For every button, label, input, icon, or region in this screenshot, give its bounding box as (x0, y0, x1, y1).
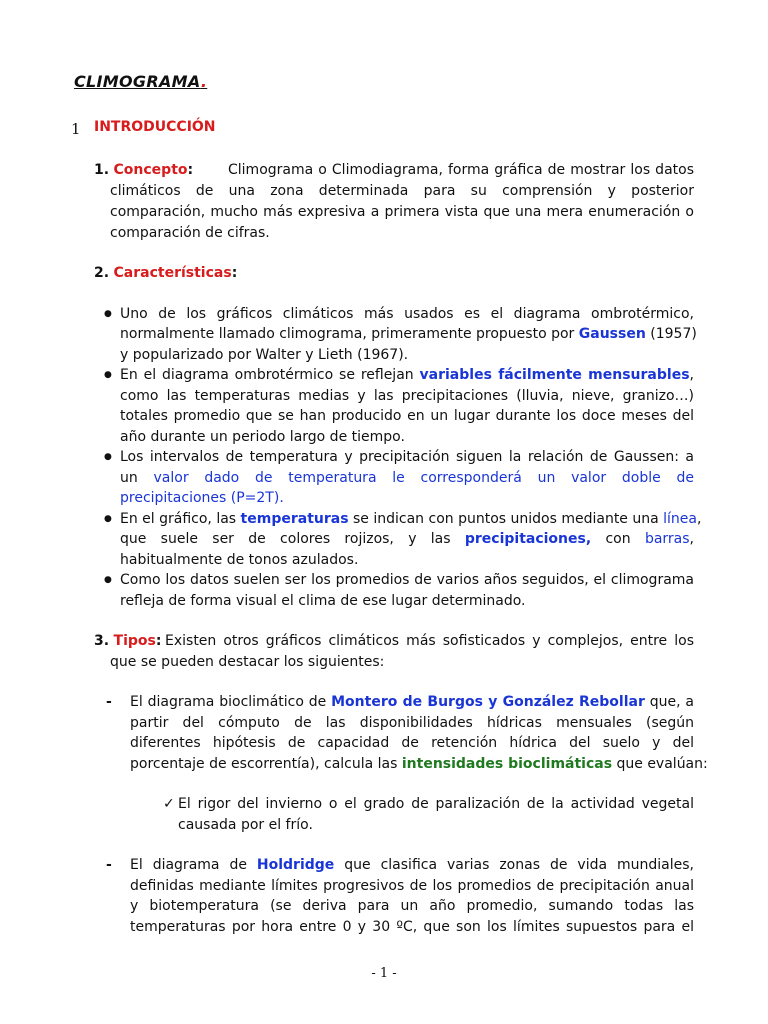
d2-line1: El diagrama de Holdridge que clasifica varias zonas de vida mundiales, (130, 857, 694, 873)
b5-line1: Como los datos suelen ser los promedios de varios años seguidos, el climograma (120, 572, 694, 588)
page-number: - 1 - (371, 966, 397, 981)
b5-line2: refleja de forma visual el clima de ese lugar determinado. (120, 593, 526, 609)
b4-line1: En el gráfico, las temperaturas se indican con puntos unidos mediante una línea, (120, 511, 702, 527)
check-line2: causada por el frío. (178, 817, 313, 833)
b3-line3: precipitaciones (P=2T). (120, 490, 284, 506)
b3-line2: un valor dado de temperatura le corresponderá un valor doble de (120, 470, 694, 486)
item1-line2: climáticos de una zona determinada para su comprensión y posterior (110, 183, 694, 199)
d2-line3: y biotemperatura (se deriva para un año promedio, sumando todas las (130, 898, 694, 914)
b4-line2: que suele ser de colores rojizos, y las precipitaciones, con barras, (120, 531, 694, 547)
b1-line2: normalmente llamado climograma, primeramente propuesto por Gaussen (1957) (120, 326, 697, 342)
d2-line4: temperaturas por hora entre 0 y 30 ºC, que son los límites supuestos para el (130, 919, 694, 935)
item1-line3: comparación, mucho más expresiva a primera vista que una mera enumeración o (110, 204, 694, 220)
d1-line2: partir del cómputo de las disponibilidades hídricas mensuales (según (130, 715, 694, 731)
section-title: INTRODUCCIÓN (94, 119, 216, 135)
d2-line2: definidas mediante límites progresivos de los promedios de precipitación anual (130, 878, 694, 894)
b3-line1: Los intervalos de temperatura y precipitación siguen la relación de Gaussen: a (120, 449, 694, 465)
section-number: 1 (71, 120, 81, 138)
check-icon: ✓ (163, 796, 175, 812)
b2-line3: totales promedio que se han producido en un lugar durante los doce meses del (120, 408, 694, 424)
b1-line1: Uno de los gráficos climáticos más usados es el diagrama ombrotérmico, (120, 306, 694, 322)
item1-heading: 1. Concepto: (94, 162, 194, 178)
dash-marker: - (106, 694, 112, 710)
page-title: CLIMOGRAMA. (74, 72, 208, 91)
b1-line3: y popularizado por Walter y Lieth (1967). (120, 347, 409, 363)
bullet-icon: ● (104, 452, 112, 462)
d1-line4: porcentaje de escorrentía), calcula las intensidades bioclimáticas que evalúan: (130, 756, 708, 772)
b2-line1: En el diagrama ombrotérmico se reflejan variables fácilmente mensurables, (120, 367, 694, 383)
item2-heading: 2. Características: (94, 265, 238, 281)
b2-line2: como las temperaturas medias y las precipitaciones (lluvia, nieve, granizo…) (120, 388, 694, 404)
bullet-icon: ● (104, 514, 112, 524)
bullet-icon: ● (104, 575, 112, 585)
b2-line4: año durante un periodo largo de tiempo. (120, 429, 405, 445)
bullet-icon: ● (104, 370, 112, 380)
b4-line3: habitualmente de tonos azulados. (120, 552, 359, 568)
bullet-icon: ● (104, 309, 112, 319)
check-line1: El rigor del invierno o el grado de paralización de la actividad vegetal (178, 796, 694, 812)
d1-line1: El diagrama bioclimático de Montero de Burgos y González Rebollar que, a (130, 694, 694, 710)
d1-line3: diferentes hipótesis de capacidad de retención hídrica del suelo y del (130, 735, 694, 751)
item3-heading: 3. Tipos: (94, 633, 162, 649)
item1-line1: Climograma o Climodiagrama, forma gráfica de mostrar los datos (228, 162, 694, 178)
dash-marker: - (106, 857, 112, 873)
item3-line1: Existen otros gráficos climáticos más sofisticados y complejos, entre los (165, 633, 694, 649)
item1-line4: comparación de cifras. (110, 225, 270, 241)
item3-line2: que se pueden destacar los siguientes: (110, 654, 385, 670)
